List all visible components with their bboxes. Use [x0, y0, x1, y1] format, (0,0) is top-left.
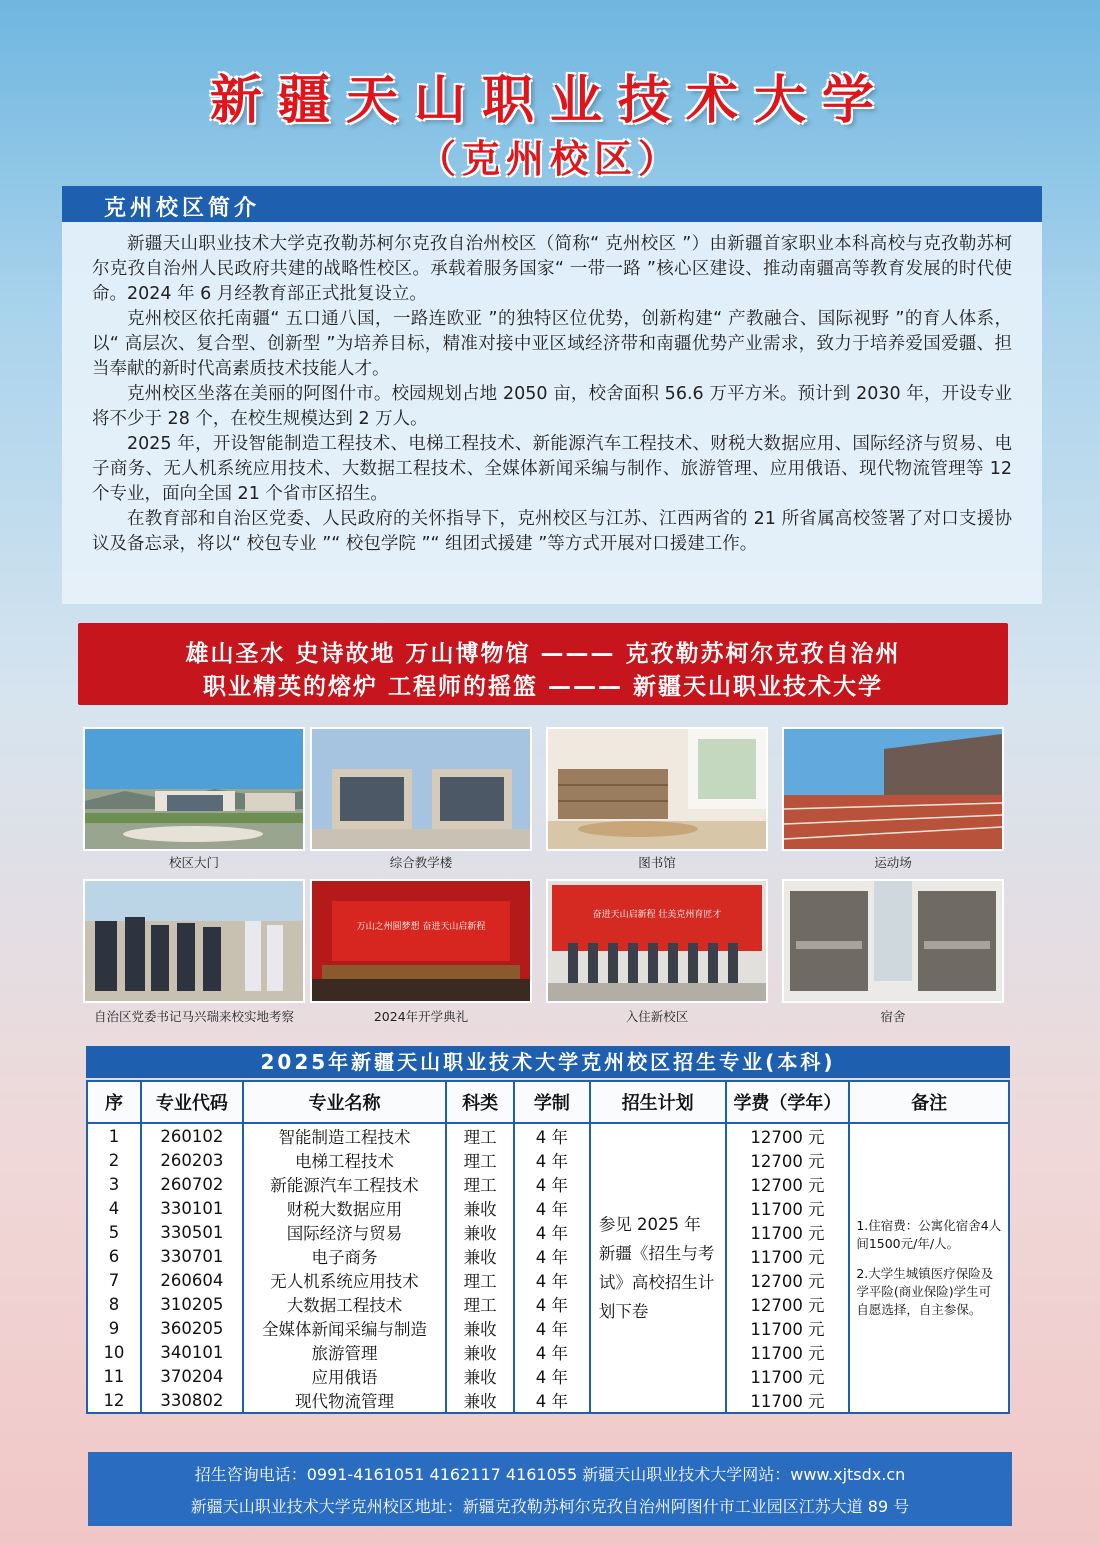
header-cell: 专业名称: [243, 1081, 446, 1123]
photo-opening-ceremony: [310, 879, 532, 1003]
table-cell-category: 兼收: [446, 1388, 514, 1413]
table-cell-duration: 4 年: [514, 1220, 590, 1244]
remarks-cell: [849, 1123, 1009, 1413]
table-cell-index: 4: [87, 1196, 141, 1220]
table-cell-code: 370204: [141, 1364, 243, 1388]
table-cell-duration: 4 年: [514, 1364, 590, 1388]
table-cell-tuition: 12700 元: [726, 1292, 850, 1316]
contact-footer: [88, 1452, 1012, 1526]
photo-campus-gate: [83, 727, 305, 851]
table-cell-code: 310205: [141, 1292, 243, 1316]
table-cell-name: 应用俄语: [243, 1364, 446, 1388]
photo-caption: 综合教学楼: [389, 855, 453, 870]
photo-dormitory: [782, 879, 1004, 1003]
header-cell: 学制: [514, 1081, 590, 1123]
table-cell-name: 全媒体新闻采编与制造: [243, 1316, 446, 1340]
table-cell-tuition: 12700 元: [726, 1123, 850, 1148]
table-cell-name: 电子商务: [243, 1244, 446, 1268]
table-cell-tuition: 11700 元: [726, 1244, 850, 1268]
table-cell-name: 现代物流管理: [243, 1388, 446, 1413]
table-cell-tuition: 11700 元: [726, 1196, 850, 1220]
table-cell-category: 兼收: [446, 1316, 514, 1340]
slogan-line: 职业精英的熔炉 工程师的摇篮 ——— 新疆天山职业技术大学: [202, 674, 884, 700]
table-cell-tuition: 11700 元: [726, 1220, 850, 1244]
table-cell-category: 兼收: [446, 1220, 514, 1244]
table-cell-duration: 4 年: [514, 1340, 590, 1364]
table-cell-name: 旅游管理: [243, 1340, 446, 1364]
table-cell-code: 260102: [141, 1123, 243, 1148]
table-cell-code: 260702: [141, 1172, 243, 1196]
header-cell: 备注: [849, 1081, 1009, 1123]
ceremony-banner-text: 万山之州圆梦想 奋进天山启新程: [356, 922, 486, 932]
table-cell-code: 330101: [141, 1196, 243, 1220]
movein-banner-text: 奋进天山启新程 壮美克州育匠才: [592, 910, 722, 920]
table-cell-name: 无人机系统应用技术: [243, 1268, 446, 1292]
slogan-line: 雄山圣水 史诗故地 万山博物馆 ——— 克孜勒苏柯尔克孜自治州: [185, 641, 901, 667]
table-cell-duration: 4 年: [514, 1148, 590, 1172]
dormitory-icon: [784, 881, 1002, 1001]
teaching-building-icon: [312, 729, 530, 849]
table-cell-name: 国际经济与贸易: [243, 1220, 446, 1244]
table-cell-category: 兼收: [446, 1244, 514, 1268]
table-cell-code: 340101: [141, 1340, 243, 1364]
table-row: [87, 1123, 1009, 1148]
header-cell: 专业代码: [141, 1081, 243, 1123]
intro-paragraph: 新疆天山职业技术大学克孜勒苏柯尔克孜自治州校区（简称“ 克州校区 ”）由新疆首家职业本科高校与克孜勒苏柯尔克孜自治州人民政府共建的战略性校区。承载着服务国家“ 一带一路 ”核心区建设、推动南疆高等教育发展的时代使命。2024 年 6 月经教育部正式批复设立。: [92, 234, 1012, 304]
table-cell-name: 智能制造工程技术: [243, 1123, 446, 1148]
table-cell-duration: 4 年: [514, 1268, 590, 1292]
photo-caption: 入住新校区: [625, 1009, 689, 1024]
table-cell-category: 理工: [446, 1123, 514, 1148]
table-cell-category: 理工: [446, 1268, 514, 1292]
moving-in-icon: [548, 881, 766, 1001]
opening-ceremony-icon: [312, 881, 530, 1001]
table-cell-code: 260604: [141, 1268, 243, 1292]
table-cell-code: 260203: [141, 1148, 243, 1172]
header-cell: 招生计划: [590, 1081, 726, 1123]
photo-caption: 图书馆: [638, 855, 676, 870]
remark-insurance: 2.大学生城镇医疗保险及学平险(商业保险)学生可自愿选择，自主参保。: [856, 1266, 994, 1317]
table-cell-duration: 4 年: [514, 1196, 590, 1220]
intro-heading-bar: [62, 186, 1042, 222]
contact-phone-line: 招生咨询电话：0991-4161051 4162117 4161055 新疆天山职业技术大学网站：www.xjtsdx.cn: [194, 1465, 906, 1484]
photo-teaching-building: [310, 727, 532, 851]
photo-caption: 宿舍: [880, 1009, 906, 1024]
table-cell-tuition: 12700 元: [726, 1148, 850, 1172]
majors-table: [86, 1080, 1010, 1414]
table-cell-tuition: 11700 元: [726, 1364, 850, 1388]
table-cell-code: 360205: [141, 1316, 243, 1340]
contact-address-line: 新疆天山职业技术大学克州校区地址：新疆克孜勒苏柯尔克孜自治州阿图什市工业园区江苏大道 89 号: [190, 1497, 910, 1516]
table-cell-tuition: 12700 元: [726, 1268, 850, 1292]
table-cell-duration: 4 年: [514, 1292, 590, 1316]
table-cell-duration: 4 年: [514, 1388, 590, 1413]
table-cell-name: 新能源汽车工程技术: [243, 1172, 446, 1196]
page-title: 新疆天山职业技术大学: [209, 71, 890, 131]
campus-gate-icon: [85, 729, 303, 849]
table-cell-index: 1: [87, 1123, 141, 1148]
sports-field-icon: [784, 729, 1002, 849]
photo-inspection-visit: [83, 879, 305, 1003]
table-header-row: [87, 1081, 1009, 1123]
photo-caption: 运动场: [874, 855, 912, 870]
header-cell: 序: [87, 1081, 141, 1123]
campus-subtitle: （克州校区）: [417, 137, 682, 181]
table-cell-index: 6: [87, 1244, 141, 1268]
table-cell-duration: 4 年: [514, 1123, 590, 1148]
table-cell-tuition: 11700 元: [726, 1316, 850, 1340]
table-cell-duration: 4 年: [514, 1244, 590, 1268]
header-cell: 科类: [446, 1081, 514, 1123]
photo-library: [546, 727, 768, 851]
table-cell-name: 财税大数据应用: [243, 1196, 446, 1220]
table-cell-category: 兼收: [446, 1340, 514, 1364]
table-cell-tuition: 11700 元: [726, 1340, 850, 1364]
table-cell-tuition: 11700 元: [726, 1388, 850, 1413]
table-cell-index: 12: [87, 1388, 141, 1413]
inspection-visit-icon: [85, 881, 303, 1001]
table-cell-duration: 4 年: [514, 1172, 590, 1196]
table-cell-duration: 4 年: [514, 1316, 590, 1340]
library-icon: [548, 729, 766, 849]
table-cell-index: 5: [87, 1220, 141, 1244]
intro-paragraph: 在教育部和自治区党委、人民政府的关怀指导下，克州校区与江苏、江西两省的 21 所省属高校签署了对口支援协议及备忘录，将以“ 校包专业 ”“ 校包学院 ”“ 组团式援建 ”等方式开展对口援建工作。: [92, 509, 1012, 554]
intro-text: [92, 232, 1012, 557]
table-cell-category: 兼收: [446, 1196, 514, 1220]
table-cell-index: 3: [87, 1172, 141, 1196]
table-cell-index: 11: [87, 1364, 141, 1388]
table-cell-category: 理工: [446, 1148, 514, 1172]
intro-paragraph: 克州校区依托南疆“ 五口通八国，一路连欧亚 ”的独特区位优势，创新构建“ 产教融合、国际视野 ”的育人体系，以“ 高层次、复合型、创新型 ”为培养目标，精准对接中亚区域经济带和南疆优势产业需求，致力于培养爱国爱疆、担当奉献的新时代高素质技术技能人才。: [92, 309, 1012, 379]
table-cell-category: 理工: [446, 1172, 514, 1196]
table-cell-code: 330701: [141, 1244, 243, 1268]
table-cell-index: 9: [87, 1316, 141, 1340]
table-cell-category: 理工: [446, 1292, 514, 1316]
photo-caption: 校区大门: [168, 855, 219, 870]
table-cell-category: 兼收: [446, 1364, 514, 1388]
intro-paragraph: 2025 年，开设智能制造工程技术、电梯工程技术、新能源汽车工程技术、财税大数据应用、国际经济与贸易、电子商务、无人机系统应用技术、大数据工程技术、全媒体新闻采编与制作、旅游管理、应用俄语、现代物流管理等 12 个专业，面向全国 21 个省市区招生。: [92, 434, 1012, 504]
enrollment-plan-note: 参见 2025 年新疆《招生与考试》高校招生计划下卷: [590, 1123, 726, 1413]
photo-sports-field: [782, 727, 1004, 851]
table-cell-index: 7: [87, 1268, 141, 1292]
remark-accommodation: 1.住宿费：公寓化宿舍4人间1500元/年/人。: [856, 1218, 1002, 1251]
header-cell: 学费（学年）: [726, 1081, 850, 1123]
table-cell-tuition: 12700 元: [726, 1172, 850, 1196]
table-cell-name: 电梯工程技术: [243, 1148, 446, 1172]
table-cell-index: 2: [87, 1148, 141, 1172]
photo-caption: 2024年开学典礼: [373, 1009, 469, 1024]
intro-heading: 克州校区简介: [104, 196, 261, 221]
table-cell-code: 330802: [141, 1388, 243, 1413]
table-title: 2025年新疆天山职业技术大学克州校区招生专业(本科): [86, 1046, 1010, 1078]
photo-caption: 自治区党委书记马兴瑞来校实地考察: [93, 1009, 294, 1024]
intro-paragraph: 克州校区坐落在美丽的阿图什市。校园规划占地 2050 亩，校舍面积 56.6 万平方米。预计到 2030 年，开设专业将不少于 28 个，在校生规模达到 2 万人。: [92, 384, 1012, 429]
table-cell-index: 8: [87, 1292, 141, 1316]
table-cell-name: 大数据工程技术: [243, 1292, 446, 1316]
photo-moving-in: [546, 879, 768, 1003]
table-cell-index: 10: [87, 1340, 141, 1364]
slogan-banner: [78, 623, 1008, 705]
table-cell-code: 330501: [141, 1220, 243, 1244]
